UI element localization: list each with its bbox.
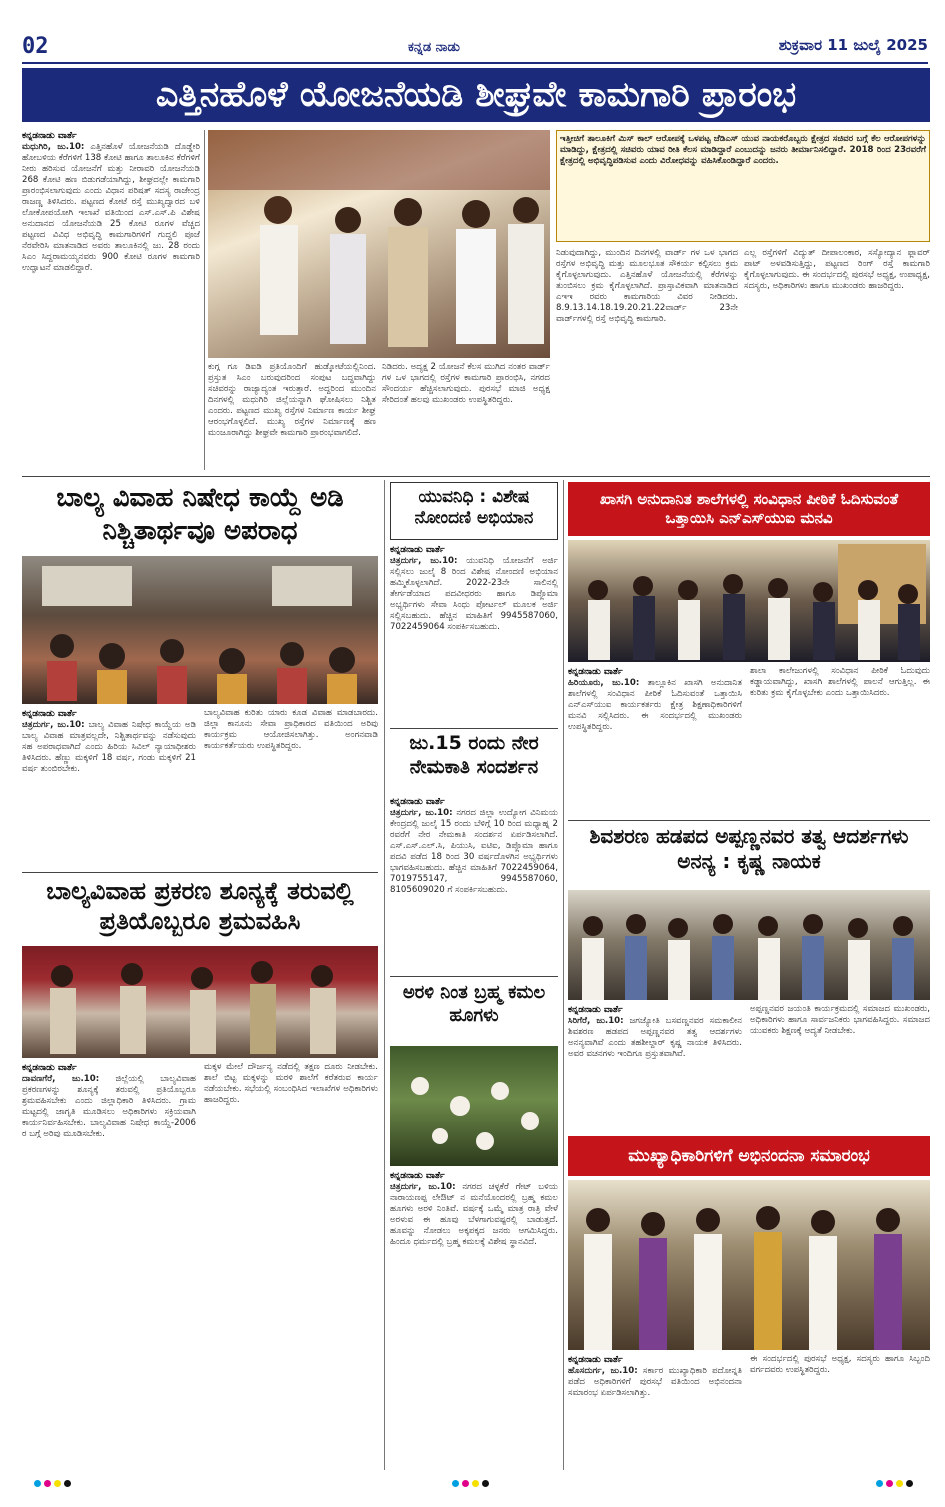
- child-marriage2-col-1-text: ಜಿಲ್ಲೆಯಲ್ಲಿ ಬಾಲ್ಯವಿವಾಹ ಪ್ರಕರಣಗಳನ್ನು ಶೂನ್ಯಕ್ಕೆ ತರುವಲ್ಲಿ ಪ್ರತಿಯೊಬ್ಬರೂ ಶ್ರಮವಹಿಸಬೇಕು ಎಂದು ಜಿಲ್ಲಾಧಿಕಾರಿ ತಿಳಿಸಿದರು. ಗ್ರಾಮ ಮಟ್ಟದಲ್ಲಿ ಜಾಗೃತಿ ಮೂಡಿಸಲು ಅಧಿಕಾರಿಗಳು ಸಕ್ರಿಯವಾಗಿ ಕಾರ್ಯನಿರ್ವಹಿಸಬೇಕು. ಬಾಲ್ಯವಿವಾಹ ನಿಷೇಧ ಕಾಯ್ದೆ-2006 ರ ಬಗ್ಗೆ ಅರಿವು ಮೂಡಿಸಬೇಕು.: [22, 1074, 196, 1139]
- magenta-dot: [462, 1480, 469, 1487]
- masthead: ಕನ್ನಡ ನಾಡು: [408, 40, 460, 55]
- constitution-col-2: [750, 666, 930, 816]
- page-header: [22, 30, 928, 64]
- cyan-dot: [876, 1480, 883, 1487]
- felicitation-headline-text: ಮುಖ್ಯಾಧಿಕಾರಿಗಳಿಗೆ ಅಭಿನಂದನಾ ಸಮಾರಂಭ: [628, 1146, 870, 1166]
- issue-date: ಶುಕ್ರವಾರ 11 ಜುಲೈ 2025: [778, 36, 928, 54]
- black-dot: [906, 1480, 913, 1487]
- black-dot: [64, 1480, 71, 1487]
- lead-boxed-note: [556, 130, 930, 242]
- lead-col-3-text: ನಿಡಿದರು. ಅದ್ಯಕ್ಷ 2 ಯೋಜನೆ ಕೆಲಸ ಮುಗಿದ ನಂತರ ವಾರ್ಡ್ ಗಳ ಒಳ ಭಾಗದಲ್ಲಿ ರಸ್ತೆಗಳ ಕಾಮಗಾರಿ ಪ್ರಾರಂಭಿಸಿ, ನಗರದ ಸೌಂದರ್ಯ ಹೆಚ್ಚಿಸಲಾಗುವುದು. ಪುರಸಭೆ ಮಾಜಿ ಅಧ್ಯಕ್ಷ ಸೇರಿದಂತೆ ಹಲವು ಮುಖಂಡರು ಉಪಸ್ಥಿತರಿದ್ದರು.: [382, 362, 550, 405]
- divider: [22, 476, 930, 477]
- flower-headline: ಅರಳಿ ನಿಂತ ಬ್ರಹ್ಮ ಕಮಲ ಹೂಗಳು: [402, 982, 546, 1026]
- cyan-dot: [34, 1480, 41, 1487]
- felicitation-byline: ಕನ್ನಡನಾಡು ವಾರ್ತೆ: [568, 1355, 623, 1365]
- shivasharana-col-2: [750, 1004, 930, 1132]
- child-marriage-headline: ಬಾಲ್ಯ ವಿವಾಹ ನಿಷೇಧ ಕಾಯ್ದೆ ಅಡಿ ನಿಶ್ಚಿತಾರ್ಥವೂ ಅಪರಾಧ: [56, 483, 344, 546]
- child-marriage2-headline: ಬಾಲ್ಯವಿವಾಹ ಪ್ರಕರಣ ಶೂನ್ಯಕ್ಕೆ ತರುವಲ್ಲಿ ಪ್ರತಿಯೊಬ್ಬರೂ ಶ್ರಮವಹಿಸಿ: [46, 877, 354, 935]
- child-marriage2-dateline: ದಾವಣಗೆರೆ, ಜು.10:: [22, 1074, 100, 1084]
- yuvanidhi-headline: ಯುವನಿಧಿ : ವಿಶೇಷ ನೋಂದಣಿ ಅಭಿಯಾನ: [390, 482, 558, 540]
- lead-col-5-text: ಎಲ್ಲ ರಸ್ತೆಗಳಿಗೆ ವಿದ್ಯುತ್ ದೀಪಾಲಂಕಾರ, ಸಸ್ಯೋದ್ಯಾನ ಫ್ಲಾವರ್ ಪಾಟ್ ಅಳವಡಿಸುತ್ತಿದ್ದು, ಪಟ್ಟಣದ ರಿಂಗ್ ರಸ್ತೆ ಕಾಮಗಾರಿ ಕೈಗೊಳ್ಳಲಾಗುವುದು. ಈ ಸಂದರ್ಭದಲ್ಲಿ ಪುರಸಭೆ ಅಧ್ಯಕ್ಷ, ಉಪಾಧ್ಯಕ್ಷ, ಸದಸ್ಯರು, ಅಧಿಕಾರಿಗಳು ಹಾಗೂ ಮುಖಂಡರು ಹಾಜರಿದ್ದರು.: [744, 248, 930, 291]
- shivasharana-dateline: ಸಿರಿಗೆರೆ, ಜು.10:: [568, 1016, 624, 1026]
- cyan-dot: [452, 1480, 459, 1487]
- jobfair-body: [390, 796, 558, 972]
- shivasharana-byline: ಕನ್ನಡನಾಡು ವಾರ್ತೆ: [568, 1005, 623, 1015]
- lead-dateline: ಮಧುಗಿರಿ, ಜು.10:: [22, 142, 85, 152]
- flower-byline: ಕನ್ನಡನಾಡು ವಾರ್ತೆ: [390, 1171, 445, 1181]
- registration-marks-right: [876, 1480, 913, 1487]
- lead-col-5: [744, 248, 930, 472]
- lead-col-1-text: ಎತ್ತಿನಹೊಳೆ ಯೋಜನೆಯಡಿ ದೊಡ್ಡೇರಿ ಹೋಬಳಿಯ ಕೆರೆಗಳಿಗೆ 138 ಕೋಟಿ ಹಾಗೂ ತಾಲೂಕಿನ ಕೆರೆಗಳಿಗೆ ನೀರು ಹರಿಸುವ ಯೋಜನೆಗೆ ಮತ್ತು ನೀರಾವರಿ ಯೋಜನೆಯಡಿ 268 ಕೋಟಿ ಹಣ ಬಿಡುಗಡೆಯಾಗಿದ್ದು, ಶೀಘ್ರದಲ್ಲೇ ಕಾಮಗಾರಿ ಪ್ರಾರಂಭಿಸಲಾಗುವುದು ಎಂದು ವಿಧಾನ ಪರಿಷತ್ ಸದಸ್ಯ ರಾಜೇಂದ್ರ ರಾಜಣ್ಣ ತಿಳಿಸಿದರು. ಪಟ್ಟಣದ ಕೋಟೆ ರಸ್ತೆ ಮುಖ್ಯದ್ವಾರದ ಬಳಿ ಲೋಕೋಪಯೋಗಿ ಇಲಾಖೆ ವತಿಯಿಂದ ಎಸ್.ಎಸ್.ಪಿ ವಿಶೇಷ ಅನುದಾನದ ಯೋಜನೆಯಡಿ 25 ಕೋಟಿ ರೂಗಳ ವೆಚ್ಚದ ಪಟ್ಟಣದ ವಿವಿಧ ಅಭಿವೃದ್ಧಿ ಕಾಮಗಾರಿಗಳಿಗೆ ಗುದ್ದಲಿ ಪೂಜೆ ನೆರವೇರಿಸಿ ಮಾತನಾಡಿದ ಅವರು ತಾಲೂಕಿನಲ್ಲಿ ಜು. 28 ರಂದು ಸಿಎಂ ಸಿದ್ದರಾಮಯ್ಯನವರು 900 ಕೋಟಿ ರೂಗಳ ಕಾಮಗಾರಿ ಉದ್ಘಾಟನೆ ಮಾಡಲಿದ್ದಾರೆ.: [22, 142, 200, 273]
- yuvanidhi-body: [390, 544, 558, 724]
- registration-marks-left: [34, 1480, 71, 1487]
- lead-photo-illustration: [208, 130, 550, 358]
- constitution-photo-illustration: [568, 540, 930, 662]
- page-number: 02: [22, 34, 49, 59]
- child-marriage2-col-2: [204, 1062, 378, 1470]
- child-marriage2-byline: ಕನ್ನಡನಾಡು ವಾರ್ತೆ: [22, 1063, 77, 1073]
- constitution-headline-text: ಖಾಸಗಿ ಅನುದಾನಿತ ಶಾಲೆಗಳಲ್ಲಿ ಸಂವಿಧಾನ ಪೀಠಿಕೆ ಓದಿಸುವಂತೆ ಒತ್ತಾಯಿಸಿ ಎನ್‌ಎಸ್‌ಯುಐ ಮನವಿ: [599, 490, 899, 527]
- yellow-dot: [472, 1480, 479, 1487]
- constitution-col-1: [568, 666, 742, 816]
- magenta-dot: [44, 1480, 51, 1487]
- felicitation-col-2: [750, 1354, 930, 1470]
- child-marriage2-col-1: [22, 1062, 196, 1470]
- divider: [568, 820, 930, 821]
- lead-boxed-text: ಇತ್ತೀಚಿಗೆ ತಾಲೂಕಿಗೆ ಮಿಸ್ ಕಾಲ್ ಆರೋಪಕ್ಕೆ ಒಳಪಟ್ಟ ಜೆಡಿಎಸ್ ಯುವ ನಾಯಕರೊಬ್ಬರು ಕ್ಷೇತ್ರದ ಸಚಿವರ ಬಗ್ಗೆ ಕೆಲ ಆರೋಪಗಳನ್ನು ಮಾಡಿದ್ದು, ಕ್ಷೇತ್ರದಲ್ಲಿ ಸಚಿವರು ಯಾವ ರೀತಿ ಕೆಲಸ ಮಾಡಿದ್ದಾರೆ ಎಂಬುದನ್ನು ಜನರು ತೀರ್ಮಾನಿಸಲಿದ್ದಾರೆ. 2018 ರಿಂದ 23ರವರೆಗೆ ಕ್ಷೇತ್ರದಲ್ಲಿ ಅಭಿವೃದ್ಧಿಪಡಿಸುವ ಎಂದು ವಿರೋಧವನ್ನು ವಹಿಸಿಕೊಂಡಿದ್ದಾರೆ ಎಂದರು.: [560, 134, 926, 166]
- flower-photo: [390, 1046, 558, 1166]
- lead-col-4-text: ನಿಡುವುದಾಗಿದ್ದು, ಮುಂದಿನ ದಿನಗಳಲ್ಲಿ ವಾರ್ಡ್ ಗಳ ಒಳ ಭಾಗದ ರಸ್ತೆಗಳ ಅಭಿವೃದ್ಧಿ ಮತ್ತು ಮೂಲಭೂತ ಸೌಕರ್ಯ ಕಲ್ಪಿಸಲು ಕ್ರಮ ಕೈಗೊಳ್ಳಲಾಗುವುದು. ಎತ್ತಿನಹೊಳೆ ಯೋಜನೆಯಲ್ಲಿ ಕೆರೆಗಳನ್ನು ತುಂಬಿಸಲು ಕ್ರಮ ಕೈಗೊಳ್ಳಲಾಗಿದೆ. ಪ್ರಾಸ್ತಾವಿಕವಾಗಿ ಮಾತನಾಡಿದ ಎಇಇ ರವರು ಕಾಮಗಾರಿಯ ವಿವರ ನೀಡಿದರು. 8.9.13.14.18.19.20.21.22ವಾರ್ಡ್ 23ನೇ ವಾರ್ಡ್‌ಗಳಲ್ಲಿ ರಸ್ತೆ ಅಭಿವೃದ್ಧಿ ಕಾಮಗಾರಿ.: [556, 248, 738, 324]
- child-marriage2-photo-illustration: [22, 946, 378, 1058]
- lead-col-2: [208, 362, 376, 472]
- magenta-dot: [886, 1480, 893, 1487]
- felicitation-photo-illustration: [568, 1180, 930, 1350]
- black-dot: [482, 1480, 489, 1487]
- flower-photo-illustration: [390, 1046, 558, 1166]
- flower-body-text: ನಗರದ ಚಳ್ಳಕೆರೆ ಗೇಟ್ ಬಳಿಯ ನಾರಾಯಣಪ್ಪ ಲೇಔಟ್ ನ ಮನೆಯೊಂದರಲ್ಲಿ ಬ್ರಹ್ಮ ಕಮಲ ಹೂಗಳು ಅರಳಿ ನಿಂತಿವೆ. ವರ್ಷಕ್ಕೆ ಒಮ್ಮೆ ಮಾತ್ರ ರಾತ್ರಿ ವೇಳೆ ಅರಳುವ ಈ ಹೂವು ಬೆಳಗಾಗುವಷ್ಟರಲ್ಲಿ ಬಾಡುತ್ತದೆ. ಹೂವನ್ನು ನೋಡಲು ಅಕ್ಕಪಕ್ಕದ ಜನರು ಆಗಮಿಸಿದ್ದರು. ಹಿಂದೂ ಧರ್ಮದಲ್ಲಿ ಬ್ರಹ್ಮ ಕಮಲಕ್ಕೆ ವಿಶೇಷ ಸ್ಥಾನವಿದೆ.: [390, 1182, 558, 1247]
- shivasharana-col-2-text: ಅಪ್ಪಣ್ಣನವರ ಜಯಂತಿ ಕಾರ್ಯಕ್ರಮದಲ್ಲಿ ಸಮಾಜದ ಮುಖಂಡರು, ಅಧಿಕಾರಿಗಳು ಹಾಗೂ ಸಾರ್ವಜನಿಕರು ಭಾಗವಹಿಸಿದ್ದರು. ಸಮಾಜದ ಯುವಕರು ಶಿಕ್ಷಣಕ್ಕೆ ಆದ್ಯತೆ ನೀಡಬೇಕು.: [750, 1004, 930, 1036]
- yuvanidhi-byline: ಕನ್ನಡನಾಡು ವಾರ್ತೆ: [390, 545, 445, 555]
- felicitation-col-2-text: ಈ ಸಂದರ್ಭದಲ್ಲಿ ಪುರಸಭೆ ಅಧ್ಯಕ್ಷ, ಸದಸ್ಯರು ಹಾಗೂ ಸಿಬ್ಬಂದಿ ವರ್ಗದವರು ಉಪಸ್ಥಿತರಿದ್ದರು.: [750, 1354, 930, 1375]
- felicitation-photo: [568, 1180, 930, 1350]
- child-marriage-col-2-text: ಬಾಲ್ಯವಿವಾಹ ಕುರಿತು ಯಾರು ಕೂಡ ವಿವಾಹ ಮಾಡಬಾರದು. ಜಿಲ್ಲಾ ಕಾನೂನು ಸೇವಾ ಪ್ರಾಧಿಕಾರದ ವತಿಯಿಂದ ಅರಿವು ಕಾರ್ಯಕ್ರಮ ಆಯೋಜಿಸಲಾಗಿತ್ತು. ಅಂಗನವಾಡಿ ಕಾರ್ಯಕರ್ತೆಯರು ಉಪಸ್ಥಿತರಿದ್ದರು.: [204, 708, 378, 751]
- yuvanidhi-body-text: ಯುವನಿಧಿ ಯೋಜನೆಗೆ ಅರ್ಜಿ ಸಲ್ಲಿಸಲು ಜುಲೈ 8 ರಿಂದ ವಿಶೇಷ ನೋಂದಣಿ ಅಭಿಯಾನ ಹಮ್ಮಿಕೊಳ್ಳಲಾಗಿದೆ. 2022-23ನೇ ಸಾಲಿನಲ್ಲಿ ತೇರ್ಗಡೆಯಾದ ಪದವೀಧರರು ಹಾಗೂ ಡಿಪ್ಲೊಮಾ ಅಭ್ಯರ್ಥಿಗಳು ಸೇವಾ ಸಿಂಧು ಪೋರ್ಟಲ್ ಮೂಲಕ ಅರ್ಜಿ ಸಲ್ಲಿಸಬಹುದು. ಹೆಚ್ಚಿನ ಮಾಹಿತಿಗೆ 9945587060, 7022459064 ಸಂಪರ್ಕಿಸಬಹುದು.: [390, 556, 558, 632]
- jobfair-headline: ಜು.15 ರಂದು ನೇರ ನೇಮಕಾತಿ ಸಂದರ್ಶನ: [409, 732, 539, 778]
- shivasharana-photo-illustration: [568, 890, 930, 1000]
- lead-headline: [22, 68, 930, 122]
- felicitation-col-1: [568, 1354, 742, 1470]
- constitution-headline: [568, 482, 930, 536]
- divider: [384, 480, 385, 1470]
- lead-photo: [208, 130, 550, 358]
- child-marriage-photo-illustration: [22, 556, 378, 704]
- shivasharana-headline: ಶಿವಶರಣ ಹಡಪದ ಅಪ್ಪಣ್ಣನವರ ತತ್ವ ಆದರ್ಶಗಳು ಅನನ್ಯ : ಕೃಷ್ಣ ನಾಯಕ: [589, 824, 909, 873]
- yellow-dot: [54, 1480, 61, 1487]
- flower-body: [390, 1170, 558, 1470]
- yuvanidhi-dateline: ಚಿತ್ರದುರ್ಗ, ಜು.10:: [390, 556, 458, 566]
- child-marriage-col-1: [22, 708, 196, 868]
- child-marriage-dateline: ಚಿತ್ರದುರ್ಗ, ಜು.10:: [22, 720, 85, 730]
- felicitation-headline: [568, 1136, 930, 1176]
- lead-col-1: [22, 130, 200, 472]
- constitution-photo: [568, 540, 930, 662]
- shivasharana-col-1-text: ಜಗಜ್ಯೋತಿ ಬಸವಣ್ಣನವರ ಸಮಕಾಲೀನ ಶಿವಶರಣ ಹಡಪದ ಅಪ್ಪಣ್ಣನವರ ತತ್ವ ಆದರ್ಶಗಳು ಅನನ್ಯವಾಗಿವೆ ಎಂದು ತಹಶೀಲ್ದಾರ್ ಕೃಷ್ಣ ನಾಯಕ ತಿಳಿಸಿದರು. ಅವರ ವಚನಗಳು ಇಂದಿಗೂ ಪ್ರಸ್ತುತವಾಗಿವೆ.: [568, 1016, 742, 1059]
- felicitation-dateline: ಹೊಸದುರ್ಗ, ಜು.10:: [568, 1366, 638, 1376]
- flower-dateline: ಚಿತ್ರದುರ್ಗ, ಜು.10:: [390, 1182, 456, 1192]
- child-marriage2-col-2-text: ಮಕ್ಕಳ ಮೇಲೆ ದೌರ್ಜನ್ಯ ನಡೆದಲ್ಲಿ ತಕ್ಷಣ ದೂರು ನೀಡಬೇಕು. ಶಾಲೆ ಬಿಟ್ಟ ಮಕ್ಕಳನ್ನು ಮರಳಿ ಶಾಲೆಗೆ ಕರೆತರುವ ಕಾರ್ಯ ನಡೆಯಬೇಕು. ಸಭೆಯಲ್ಲಿ ಸಂಬಂಧಿಸಿದ ಇಲಾಖೆಗಳ ಅಧಿಕಾರಿಗಳು ಹಾಜರಿದ್ದರು.: [204, 1062, 378, 1105]
- constitution-byline: ಕನ್ನಡನಾಡು ವಾರ್ತೆ: [568, 667, 623, 677]
- lead-col-4: [556, 248, 738, 472]
- jobfair-body-text: ನಗರದ ಜಿಲ್ಲಾ ಉದ್ಯೋಗ ವಿನಿಮಯ ಕೇಂದ್ರದಲ್ಲಿ ಜುಲೈ 15 ರಂದು ಬೆಳಿಗ್ಗೆ 10 ರಿಂದ ಮಧ್ಯಾಹ್ನ 2 ರವರೆಗೆ ನೇರ ನೇಮಕಾತಿ ಸಂದರ್ಶನ ಏರ್ಪಡಿಸಲಾಗಿದೆ. ಎಸ್.ಎಸ್.ಎಲ್.ಸಿ, ಪಿಯುಸಿ, ಐಟಿಐ, ಡಿಪ್ಲೊಮಾ ಹಾಗೂ ಪದವಿ ಪಡೆದ 18 ರಿಂದ 30 ವರ್ಷದೊಳಗಿನ ಅಭ್ಯರ್ಥಿಗಳು ಭಾಗವಹಿಸಬಹುದು. ಹೆಚ್ಚಿನ ಮಾಹಿತಿಗೆ 7022459064, 7019755147, 9945587060, 8105609020 ಗೆ ಸಂಪರ್ಕಿಸಬಹುದು.: [390, 808, 558, 895]
- shivasharana-photo: [568, 890, 930, 1000]
- constitution-dateline: ಹಿರಿಯೂರು, ಜು.10:: [568, 678, 640, 688]
- constitution-col-2-text: ಶಾಲಾ ಕಾಲೇಜುಗಳಲ್ಲಿ ಸಂವಿಧಾನ ಪೀಠಿಕೆ ಓದುವುದು ಕಡ್ಡಾಯವಾಗಿದ್ದು, ಖಾಸಗಿ ಶಾಲೆಗಳಲ್ಲಿ ಪಾಲನೆ ಆಗುತ್ತಿಲ್ಲ. ಈ ಕುರಿತು ಕ್ರಮ ಕೈಗೊಳ್ಳಬೇಕು ಎಂದು ಒತ್ತಾಯಿಸಿದರು.: [750, 666, 930, 698]
- lead-col-3: [382, 362, 550, 472]
- lead-byline: ಕನ್ನಡನಾಡು ವಾರ್ತೆ: [22, 131, 77, 141]
- registration-marks-center: [452, 1480, 489, 1487]
- child-marriage-col-1-text: ಬಾಲ್ಯ ವಿವಾಹ ನಿಷೇಧ ಕಾಯ್ದೆಯ ಅಡಿ ಬಾಲ್ಯ ವಿವಾಹ ಮಾತ್ರವಲ್ಲದೇ, ನಿಶ್ಚಿತಾರ್ಥವನ್ನು ನಡೆಸುವುದು ಸಹ ಅಪರಾಧವಾಗಿದೆ ಎಂದು ಹಿರಿಯ ಸಿವಿಲ್ ನ್ಯಾಯಾಧೀಶರು ತಿಳಿಸಿದರು. ಹೆಣ್ಣು ಮಕ್ಕಳಿಗೆ 18 ವರ್ಷ, ಗಂಡು ಮಕ್ಕಳಿಗೆ 21 ವರ್ಷ ತುಂಬಿರಬೇಕು.: [22, 720, 196, 774]
- felicitation-col-1-text: ಸರ್ಕಾರ ಮುಖ್ಯಾಧಿಕಾರಿ ಪದೋನ್ನತಿ ಪಡೆದ ಅಧಿಕಾರಿಗಳಿಗೆ ಪುರಸಭೆ ವತಿಯಿಂದ ಅಭಿನಂದನಾ ಸಮಾರಂಭ ಏರ್ಪಡಿಸಲಾಗಿತ್ತು.: [568, 1366, 742, 1398]
- shivasharana-col-1: [568, 1004, 742, 1132]
- lead-col-2-text: ಕುಗ್ಗ ಗೂ ಡಿಐಡಿ ಪ್ರತಿಯೊಂದಿಗೆ ಹುಡ್ಕೋಟೆಯಲ್ಲಿನಿಂದ. ಪ್ರಸ್ತುತ ಸಿಎಂ ಬರುವುದರಿಂದ ಸಂಪುಟ ಬದ್ಧವಾಗಿದ್ದು ಸಚಿವರನ್ನು ರಾಜ್ಯಾದ್ಯಂತ ಇರುತ್ತಾರೆ. ಅದ್ದರಿಂದ ಮುಂದಿನ ದಿನಗಳಲ್ಲಿ ಮಧುಗಿರಿ ಜಿಲ್ಲೆಯನ್ನಾಗಿ ಘೋಷಿಸಲು ನಿಶ್ಚಿತ ಎಂದರು. ಪಟ್ಟಣದ ಮುಖ್ಯ ರಸ್ತೆಗಳ ನಿರ್ಮಾಣ ಕಾರ್ಯ ಶೀಘ್ರ ಆರಂಭಗೊಳ್ಳಲಿದೆ. ಮುಖ್ಯ ರಸ್ತೆಗಳ ನಿರ್ಮಾಣಕ್ಕೆ ಹಣ ಮಂಜೂರಾಗಿದ್ದು ಶೀಘ್ರವೇ ಕಾಮಗಾರಿ ಪ್ರಾರಂಭವಾಗಲಿದೆ.: [208, 362, 376, 438]
- divider: [390, 976, 558, 977]
- divider: [390, 728, 558, 729]
- child-marriage-col-2: [204, 708, 378, 868]
- divider: [563, 480, 564, 1470]
- jobfair-dateline: ಚಿತ್ರದುರ್ಗ, ಜು.10:: [390, 808, 453, 818]
- lead-headline-text: ಎತ್ತಿನಹೊಳೆ ಯೋಜನೆಯಡಿ ಶೀಘ್ರವೇ ಕಾಮಗಾರಿ ಪ್ರಾರಂಭ: [155, 75, 797, 115]
- constitution-col-1-text: ತಾಲ್ಲೂಕಿನ ಖಾಸಗಿ ಅನುದಾನಿತ ಶಾಲೆಗಳಲ್ಲಿ ಸಂವಿಧಾನ ಪೀಠಿಕೆ ಓದಿಸುವಂತೆ ಒತ್ತಾಯಿಸಿ ಎನ್‌ಎಸ್‌ಯುಐ ಕಾರ್ಯಕರ್ತರು ಕ್ಷೇತ್ರ ಶಿಕ್ಷಣಾಧಿಕಾರಿಗಳಿಗೆ ಮನವಿ ಸಲ್ಲಿಸಿದರು. ಈ ಸಂದರ್ಭದಲ್ಲಿ ಮುಖಂಡರು ಉಪಸ್ಥಿತರಿದ್ದರು.: [568, 678, 742, 732]
- divider: [204, 130, 205, 470]
- yellow-dot: [896, 1480, 903, 1487]
- child-marriage-photo: [22, 556, 378, 704]
- jobfair-byline: ಕನ್ನಡನಾಡು ವಾರ್ತೆ: [390, 797, 445, 807]
- divider: [22, 872, 378, 873]
- child-marriage2-photo: [22, 946, 378, 1058]
- child-marriage-byline: ಕನ್ನಡನಾಡು ವಾರ್ತೆ: [22, 709, 77, 719]
